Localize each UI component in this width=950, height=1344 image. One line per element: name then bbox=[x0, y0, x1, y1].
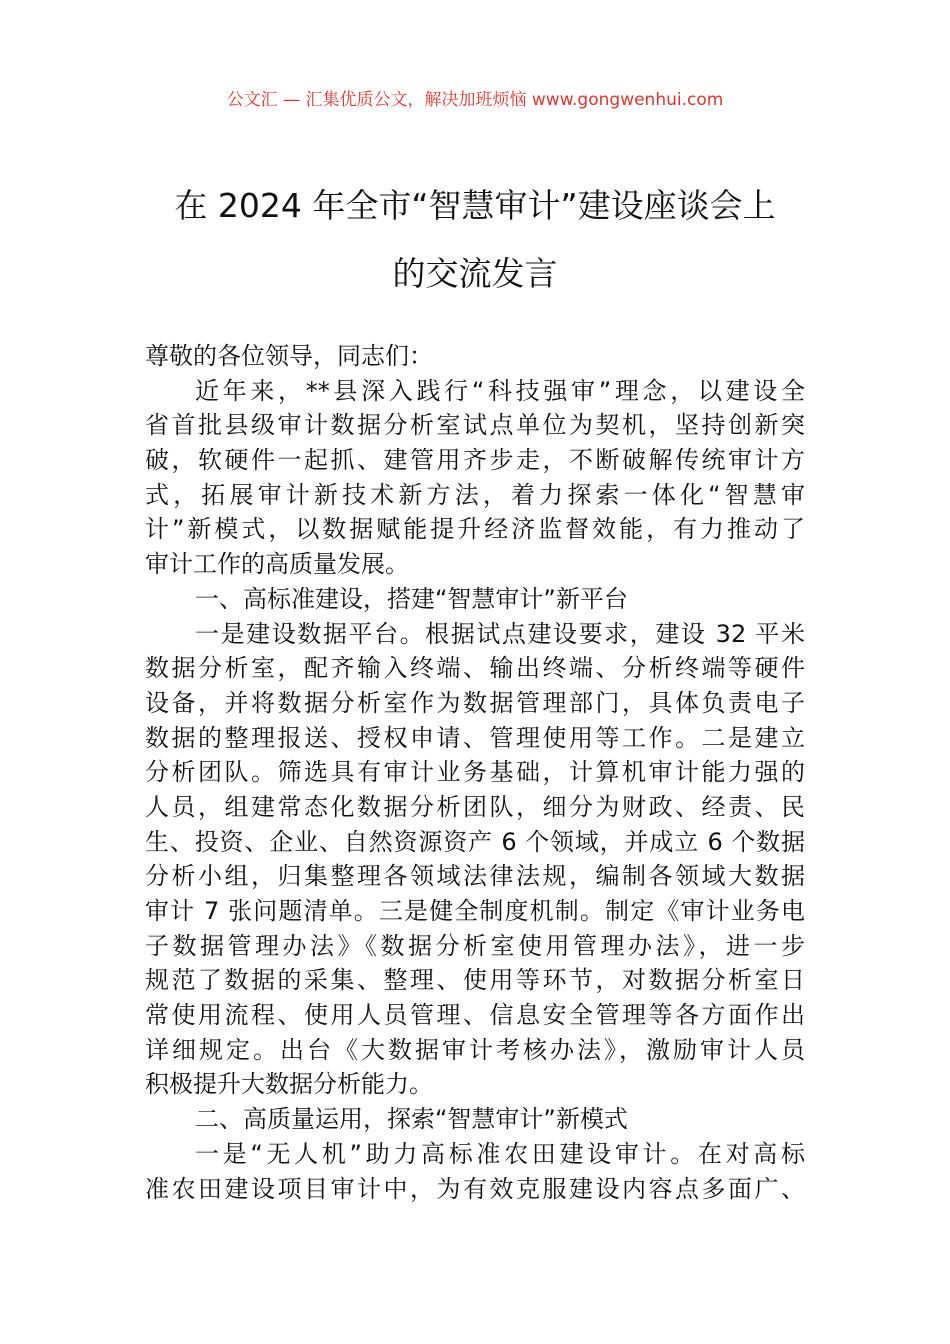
body-text-line: 式，拓展审计新技术新方法，着力探索一体化“智慧审 bbox=[145, 480, 805, 509]
body-text-line: 二、高质量运用，探索“智慧审计”新模式 bbox=[195, 1105, 628, 1134]
body-text-line: 计”新模式，以数据赋能提升经济监督效能，有力推动了 bbox=[145, 515, 805, 544]
body-text-line: 省首批县级审计数据分析室试点单位为契机，坚持创新突 bbox=[145, 411, 805, 440]
body-text-line: 积极提升大数据分析能力。 bbox=[145, 1070, 433, 1099]
document-title-line-1: 在 2024 年全市“智慧审计”建设座谈会上 bbox=[174, 186, 776, 225]
body-text-line: 设备，并将数据分析室作为数据管理部门，具体负责电子 bbox=[145, 688, 805, 717]
body-text-line: 分析小组，归集整理各领域法律法规，编制各领域大数据 bbox=[145, 862, 805, 891]
document-body bbox=[145, 339, 805, 1206]
body-text-line: 人员，组建常态化数据分析团队，细分为财政、经责、民 bbox=[145, 792, 805, 821]
body-text-line: 分析团队。筛选具有审计业务基础，计算机审计能力强的 bbox=[145, 758, 805, 787]
body-text-line: 一、高标准建设，搭建“智慧审计”新平台 bbox=[195, 584, 628, 613]
body-text-line: 生、投资、企业、自然资源资产 6 个领域，并成立 6 个数据 bbox=[145, 827, 805, 856]
site-header-banner: 公文汇 — 汇集优质公文，解决加班烦恼 www.gongwenhui.com bbox=[226, 90, 724, 110]
body-text-line: 数据分析室，配齐输入终端、输出终端、分析终端等硬件 bbox=[145, 654, 805, 683]
body-text-line: 审计 7 张问题清单。三是健全制度机制。制定《审计业务电 bbox=[145, 897, 805, 925]
body-text-line: 详细规定。出台《大数据审计考核办法》，激励审计人员 bbox=[145, 1035, 805, 1064]
document-title-line-2: 的交流发言 bbox=[392, 254, 558, 293]
body-text-line: 准农田建设项目审计中，为有效克服建设内容点多面广、 bbox=[145, 1174, 805, 1203]
body-text-line: 子数据管理办法》《数据分析室使用管理办法》，进一步 bbox=[145, 931, 805, 960]
body-text-line: 常使用流程、使用人员管理、信息安全管理等各方面作出 bbox=[145, 1001, 805, 1030]
body-text-line: 破，软硬件一起抓、建管用齐步走，不断破解传统审计方 bbox=[145, 446, 805, 475]
body-text-line: 尊敬的各位领导，同志们： bbox=[145, 342, 433, 370]
body-text-line: 一是“无人机”助力高标准农田建设审计。在对高标 bbox=[195, 1139, 805, 1168]
body-text-line: 审计工作的高质量发展。 bbox=[145, 550, 409, 579]
body-text-line: 一是建设数据平台。根据试点建设要求，建设 32 平米 bbox=[195, 619, 805, 648]
body-text-line: 数据的整理报送、授权申请、管理使用等工作。二是建立 bbox=[145, 723, 805, 752]
body-text-line: 规范了数据的采集、整理、使用等环节，对数据分析室日 bbox=[145, 966, 805, 995]
body-text-line: 近年来，**县深入践行“科技强审”理念，以建设全 bbox=[195, 376, 805, 405]
